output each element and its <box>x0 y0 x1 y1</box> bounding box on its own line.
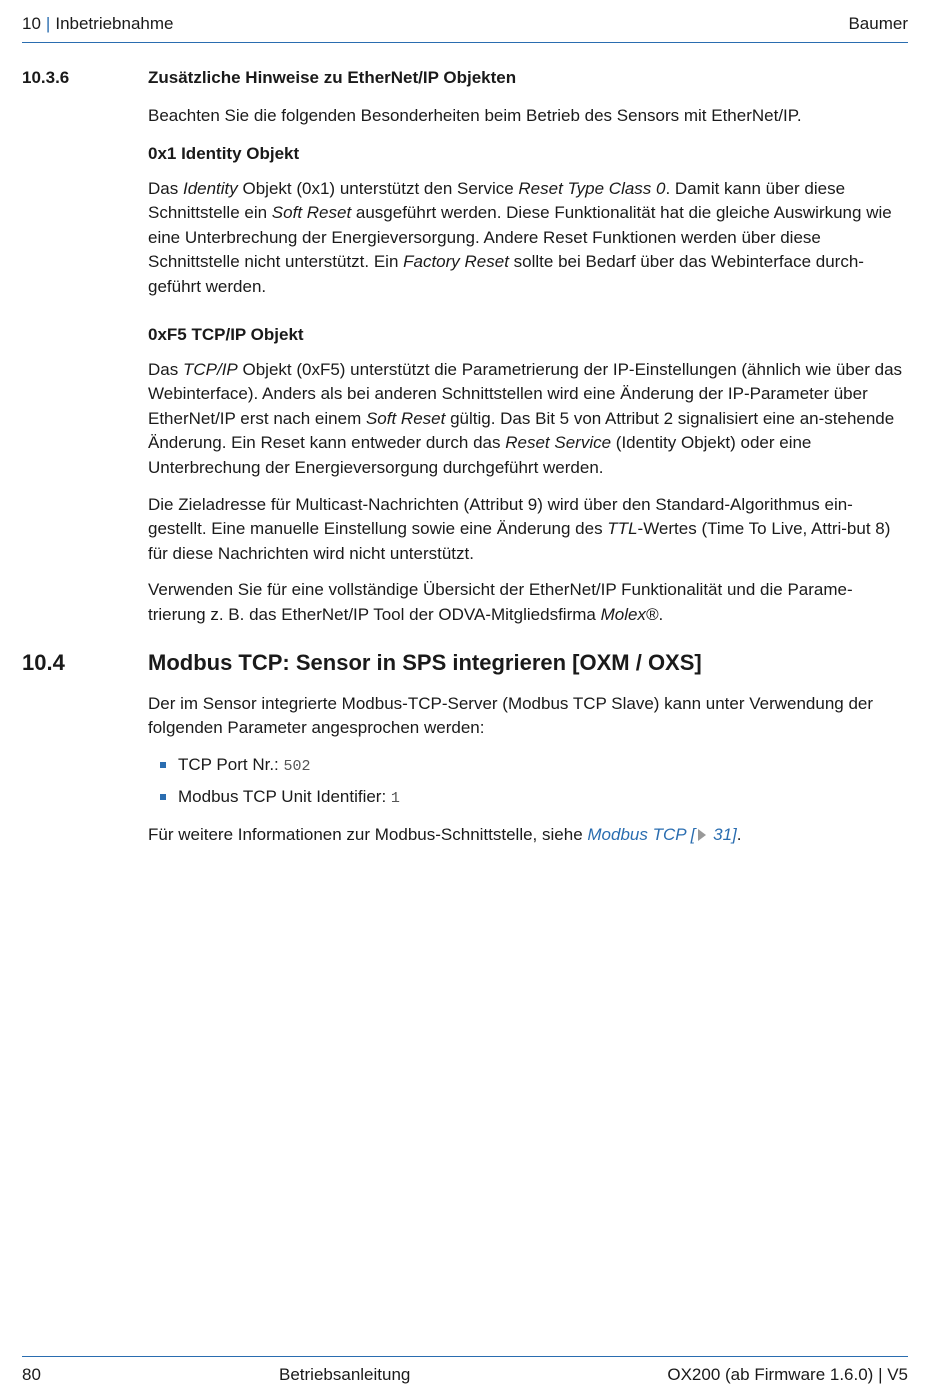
tcpip-paragraph-1 <box>148 358 908 481</box>
intro-paragraph: Beachten Sie die folgenden Besonderheiten beim Betrieb des Sensors mit EtherNet/IP. <box>148 106 802 125</box>
italic-run: Soft Reset <box>271 203 352 223</box>
italic-run: TCP/IP <box>182 359 238 379</box>
section-body-10-3-6 <box>148 104 908 628</box>
text-run: gültig. Das Bit 5 von Attribut 2 signalisiert eine an-stehende Änderung. Ein Reset kann entweder durch das <box>148 408 895 453</box>
identity-paragraph <box>148 177 908 300</box>
header-chapter <box>22 14 173 34</box>
italic-run: Identity <box>182 178 238 198</box>
section-number: 10.3.6 <box>22 68 70 87</box>
tcpip-paragraph-3 <box>148 578 908 627</box>
modbus-parameter-list <box>148 753 908 811</box>
subheading-identity: 0x1 Identity Objekt <box>148 143 300 163</box>
text-run: Das <box>148 359 183 379</box>
header-separator: | <box>45 14 51 33</box>
section-number: 10.4 <box>22 649 65 675</box>
section-heading-10-3-6 <box>22 68 908 90</box>
italic-run: Soft Reset <box>365 408 446 428</box>
text-run: Objekt (0xF5) unterstützt die Parametrierung der IP-Einstellungen (ähnlich wie über das Webinterface). Anders als bei anderen Schnittstellen wird eine Änderung der IP-Parameter über EtherNet/IP erst nach einem <box>148 359 903 428</box>
text-run: Verwenden Sie für eine vollständige Übersicht der EtherNet/IP Funktionalität und die Parame-trierung z. B. das EtherNet/IP Tool der ODVA-Mitgliedsfirma <box>148 580 853 624</box>
list-item-label: TCP Port Nr.: <box>178 754 284 774</box>
list-item-label: Modbus TCP Unit Identifier: <box>178 786 391 806</box>
text-run: Das <box>148 178 183 198</box>
text-run: (Identity Objekt) oder eine Unterbrechung der Energieversorgung durchgeführt werden. <box>148 433 812 477</box>
page-arrow-icon <box>698 829 706 841</box>
bullet-icon <box>160 794 166 800</box>
text-run: ausgeführt werden. Diese Funktionalität hat die gleiche Auswirkung wie eine Unterbrechung der Energieversorgung. Andere Reset Funktionen werden über diese Schnittstelle nicht unterstützt. Ein <box>148 203 892 272</box>
modbus-intro-paragraph: Der im Sensor integrierte Modbus-TCP-Server (Modbus TCP Slave) kann unter Verwendung der folgenden Parameter angesprochen werden: <box>148 693 874 738</box>
list-item-value: 1 <box>390 789 400 807</box>
italic-run: TTL <box>607 519 638 539</box>
modbus-tcp-link[interactable] <box>587 825 736 844</box>
section-title: Modbus TCP: Sensor in SPS integrieren [OXM / OXS] <box>148 649 702 675</box>
text-run: Für weitere Informationen zur Modbus-Schnittstelle, siehe <box>148 824 588 844</box>
page-footer <box>22 1356 908 1387</box>
text-run: . Damit kann über diese Schnittstelle ein <box>148 178 846 223</box>
page-number: 80 <box>22 1365 41 1384</box>
italic-run: Molex® <box>600 604 659 624</box>
header-chapter-title: Inbetriebnahme <box>55 14 174 33</box>
header-brand: Baumer <box>848 14 908 33</box>
italic-run: Reset Service <box>505 433 612 453</box>
header-chapter-number: 10 <box>22 14 41 33</box>
product-info: OX200 (ab Firmware 1.6.0) | V5 <box>667 1365 908 1384</box>
section-heading-10-4 <box>22 650 908 678</box>
text-run: Objekt (0x1) unterstützt den Service <box>237 178 519 198</box>
section-title: Zusätzliche Hinweise zu EtherNet/IP Objekten <box>148 68 517 87</box>
page-header <box>22 14 908 43</box>
italic-run: Reset Type Class 0 <box>518 178 666 198</box>
section-body-10-4 <box>148 692 908 848</box>
italic-run: Factory Reset <box>403 252 509 272</box>
text-run: sollte bei Bedarf über das Webinterface durch-geführt werden. <box>148 252 864 296</box>
document-type: Betriebsanleitung <box>279 1365 411 1384</box>
tcpip-paragraph-2 <box>148 493 908 567</box>
link-page: 31] <box>708 824 737 844</box>
bullet-icon <box>160 762 166 768</box>
list-item-value: 502 <box>283 757 311 775</box>
page-content <box>22 68 908 859</box>
text-run: -Wertes (Time To Live, Attri-but 8) für diese Nachrichten wird nicht unterstützt. <box>148 519 891 563</box>
link-text: Modbus TCP [ <box>587 824 696 844</box>
modbus-reference-paragraph <box>148 823 908 848</box>
text-run: . <box>736 824 742 844</box>
list-item <box>148 753 908 779</box>
subheading-tcpip: 0xF5 TCP/IP Objekt <box>148 324 304 344</box>
list-item <box>148 785 908 811</box>
text-run: Die Zieladresse für Multicast-Nachrichten (Attribut 9) wird über den Standard-Algorithmus ein-gestellt. Eine manuelle Einstellung sowie eine Änderung des <box>148 494 853 539</box>
text-run: . <box>658 604 664 624</box>
